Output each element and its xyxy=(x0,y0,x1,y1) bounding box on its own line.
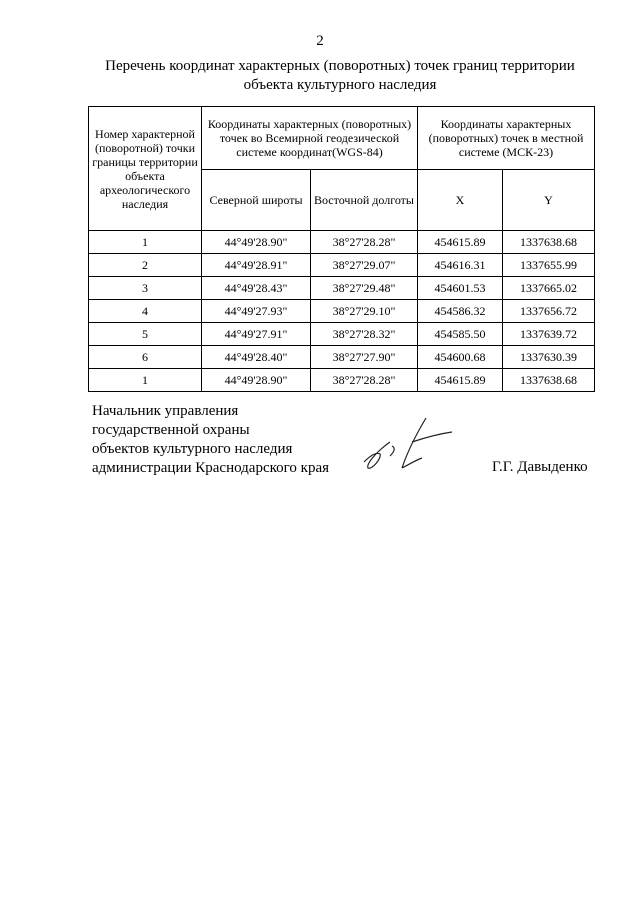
cell-x: 454616.31 xyxy=(418,254,503,277)
cell-point-number: 5 xyxy=(89,323,202,346)
cell-point-number: 1 xyxy=(89,231,202,254)
header-msk23-group: Координаты характерных (поворотных) точек в местной системе (МСК-23) xyxy=(418,107,595,170)
cell-longitude: 38°27'29.10" xyxy=(311,300,418,323)
header-wgs84-group: Координаты характерных (поворотных) точек во Всемирной геодезической системе координат(WGS-84) xyxy=(202,107,418,170)
header-y: Y xyxy=(503,170,595,231)
cell-y: 1337630.39 xyxy=(503,346,595,369)
page-number: 2 xyxy=(316,33,324,49)
cell-latitude: 44°49'28.40" xyxy=(202,346,311,369)
cell-point-number: 2 xyxy=(89,254,202,277)
cell-point-number: 1 xyxy=(89,369,202,392)
cell-longitude: 38°27'28.32" xyxy=(311,323,418,346)
title-line-2: объекта культурного наследия xyxy=(243,77,437,93)
signatory-position xyxy=(92,402,329,478)
title-line-1: Перечень координат характерных (поворотных) точек границ территории xyxy=(105,58,575,74)
position-line-4: администрации Краснодарского края xyxy=(92,460,330,476)
table-row xyxy=(89,346,595,369)
cell-x: 454586.32 xyxy=(418,300,503,323)
cell-x: 454585.50 xyxy=(418,323,503,346)
signatory-name: Г.Г. Давыденко xyxy=(492,459,588,475)
document-title xyxy=(80,57,600,95)
cell-x: 454601.53 xyxy=(418,277,503,300)
table-row xyxy=(89,300,595,323)
table-row xyxy=(89,369,595,392)
cell-y: 1337656.72 xyxy=(503,300,595,323)
cell-point-number: 3 xyxy=(89,277,202,300)
cell-y: 1337655.99 xyxy=(503,254,595,277)
position-line-2: государственной охраны xyxy=(92,422,250,438)
cell-latitude: 44°49'28.91" xyxy=(202,254,311,277)
cell-y: 1337639.72 xyxy=(503,323,595,346)
header-east-longitude: Восточной долготы xyxy=(311,170,418,231)
table-row xyxy=(89,254,595,277)
header-north-latitude: Северной широты xyxy=(202,170,311,231)
cell-x: 454615.89 xyxy=(418,231,503,254)
position-line-3: объектов культурного наследия xyxy=(92,441,293,457)
cell-x: 454600.68 xyxy=(418,346,503,369)
header-point-number: Номер характерной (поворотной) точки границы территории объекта археологического наследия xyxy=(89,107,202,231)
coordinates-table xyxy=(88,106,595,392)
cell-longitude: 38°27'27.90" xyxy=(311,346,418,369)
cell-latitude: 44°49'28.43" xyxy=(202,277,311,300)
cell-point-number: 4 xyxy=(89,300,202,323)
cell-point-number: 6 xyxy=(89,346,202,369)
cell-longitude: 38°27'29.48" xyxy=(311,277,418,300)
table-row xyxy=(89,323,595,346)
table-row xyxy=(89,277,595,300)
header-x: X xyxy=(418,170,503,231)
cell-longitude: 38°27'28.28" xyxy=(311,231,418,254)
cell-latitude: 44°49'27.93" xyxy=(202,300,311,323)
handwritten-signature xyxy=(360,412,460,474)
table-row xyxy=(89,231,595,254)
position-line-1: Начальник управления xyxy=(92,403,239,419)
cell-x: 454615.89 xyxy=(418,369,503,392)
cell-longitude: 38°27'28.28" xyxy=(311,369,418,392)
cell-y: 1337665.02 xyxy=(503,277,595,300)
cell-y: 1337638.68 xyxy=(503,369,595,392)
cell-latitude: 44°49'28.90" xyxy=(202,369,311,392)
cell-latitude: 44°49'28.90" xyxy=(202,231,311,254)
cell-longitude: 38°27'29.07" xyxy=(311,254,418,277)
cell-y: 1337638.68 xyxy=(503,231,595,254)
cell-latitude: 44°49'27.91" xyxy=(202,323,311,346)
